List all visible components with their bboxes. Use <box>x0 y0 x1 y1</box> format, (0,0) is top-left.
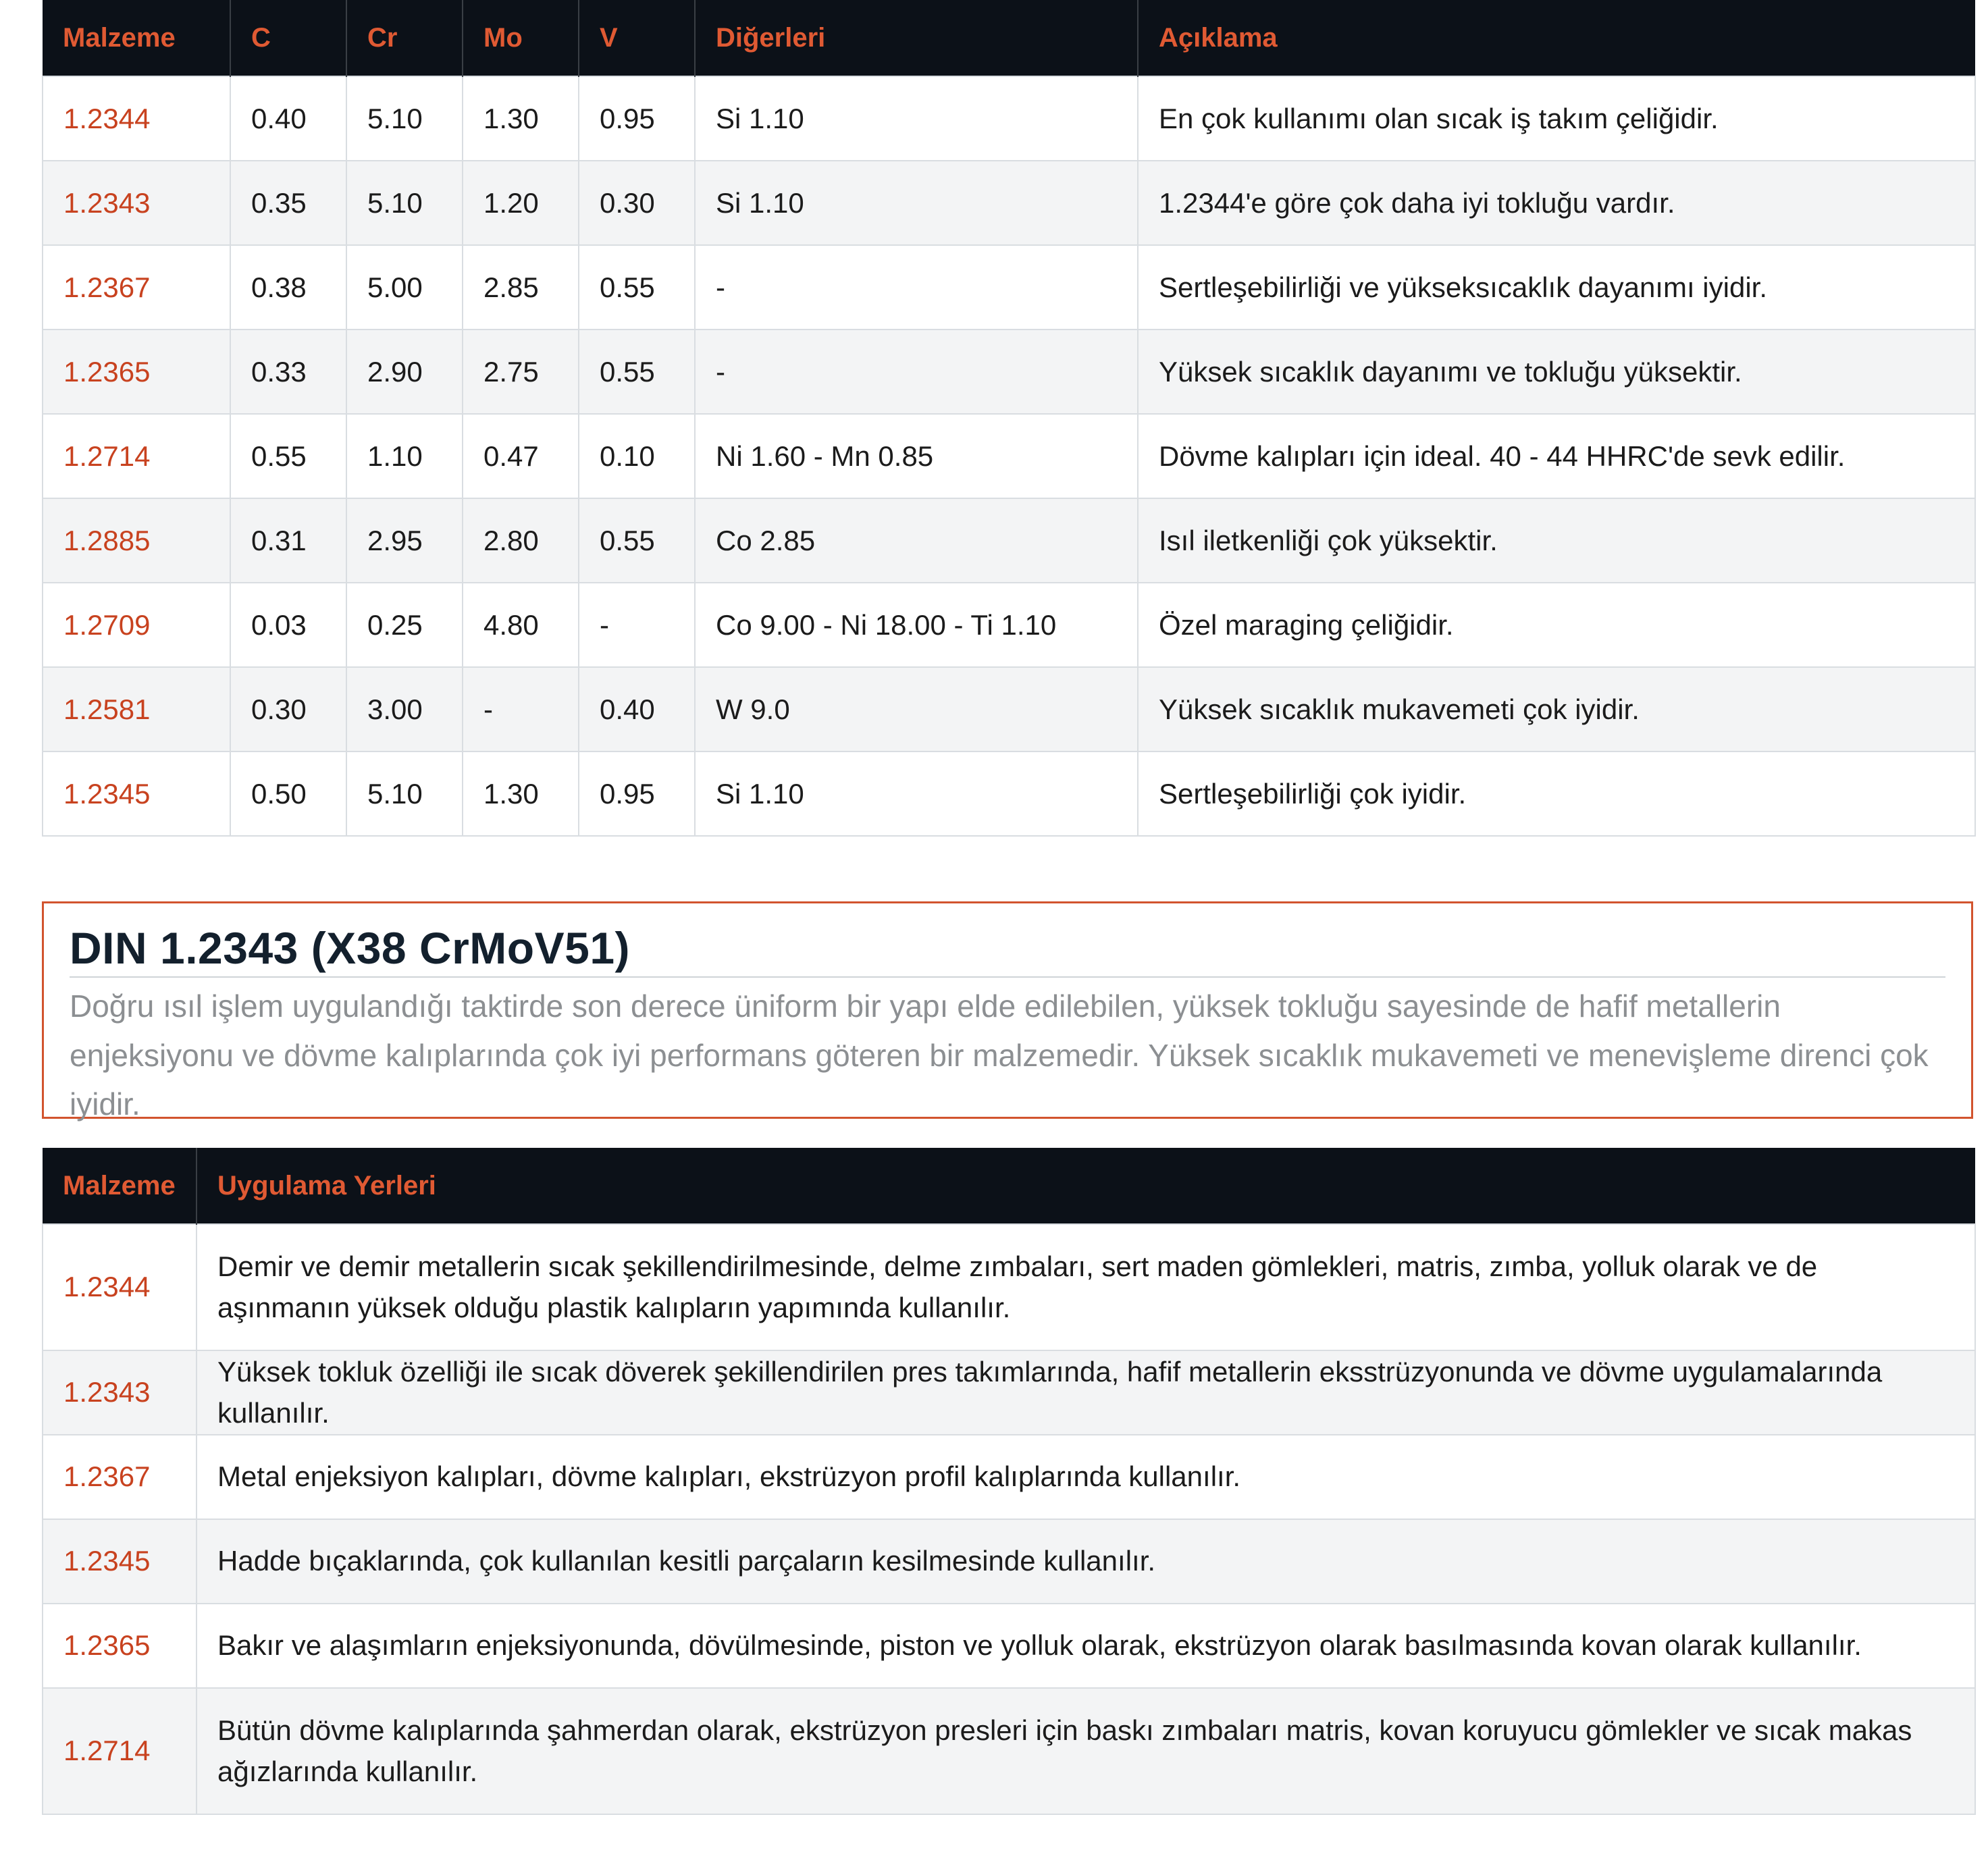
material-code: 1.2343 <box>43 1350 197 1435</box>
table-row <box>43 1350 1975 1435</box>
other-elements: W 9.0 <box>695 667 1138 751</box>
vanadium-value: 0.55 <box>579 245 695 329</box>
chromium-value: 5.10 <box>346 76 463 161</box>
chromium-value: 5.10 <box>346 751 463 836</box>
other-elements: Ni 1.60 - Mn 0.85 <box>695 414 1138 498</box>
description: Sertleşebilirliği çok iyidir. <box>1138 751 1975 836</box>
table-row <box>43 245 1975 329</box>
other-elements: Si 1.10 <box>695 161 1138 245</box>
carbon-value: 0.35 <box>230 161 346 245</box>
molybdenum-value: 2.85 <box>463 245 579 329</box>
material-code: 1.2344 <box>43 76 230 161</box>
application-header-row <box>43 1148 1975 1224</box>
table-row <box>43 667 1975 751</box>
description: Özel maraging çeliğidir. <box>1138 583 1975 667</box>
application-description: Metal enjeksiyon kalıpları, dövme kalıpları, ekstrüzyon profil kalıplarında kullanılır. <box>197 1435 1975 1519</box>
col-header-cr: Cr <box>346 0 463 76</box>
application-description: Demir ve demir metallerin sıcak şekillendirilmesinde, delme zımbaları, sert maden gömlekleri, matris, zımba, yolluk olarak ve de aşınmanın yüksek olduğu plastik kalıpların yapımında kullanılır. <box>197 1224 1975 1350</box>
molybdenum-value: 1.30 <box>463 76 579 161</box>
chromium-value: 5.10 <box>346 161 463 245</box>
carbon-value: 0.38 <box>230 245 346 329</box>
material-code: 1.2365 <box>43 1604 197 1688</box>
carbon-value: 0.50 <box>230 751 346 836</box>
molybdenum-value: 0.47 <box>463 414 579 498</box>
description: Yüksek sıcaklık dayanımı ve tokluğu yüksektir. <box>1138 329 1975 414</box>
molybdenum-value: 2.80 <box>463 498 579 583</box>
col-header-uygulama-yerleri: Uygulama Yerleri <box>197 1148 1975 1224</box>
info-box-text: Doğru ısıl işlem uygulandığı taktirde son derece üniform bir yapı elde edilebilen, yüksek tokluğu sayesinde de hafif metallerin enjeksiyonu ve dövme kalıplarında çok iyi performans göteren bir malzemedir. Yüksek sıcaklık mukavemeti ve menevişleme direnci çok iyidir. <box>70 988 1929 1122</box>
chromium-value: 3.00 <box>346 667 463 751</box>
material-code: 1.2344 <box>43 1224 197 1350</box>
material-code: 1.2714 <box>43 1688 197 1814</box>
carbon-value: 0.33 <box>230 329 346 414</box>
composition-header-row <box>43 0 1975 76</box>
other-elements: Co 2.85 <box>695 498 1138 583</box>
table-row <box>43 161 1975 245</box>
other-elements: Si 1.10 <box>695 76 1138 161</box>
application-table <box>42 1148 1976 1815</box>
application-description: Bütün dövme kalıplarında şahmerdan olarak, ekstrüzyon presleri için baskı zımbaları matris, kovan koruyucu gömlekler ve sıcak makas ağızlarında kullanılır. <box>197 1688 1975 1814</box>
description: Sertleşebilirliği ve yükseksıcaklık dayanımı iyidir. <box>1138 245 1975 329</box>
col-header-digerleri: Diğerleri <box>695 0 1138 76</box>
composition-table <box>42 0 1976 837</box>
material-code: 1.2345 <box>43 751 230 836</box>
table-row <box>43 1688 1975 1814</box>
molybdenum-value: 1.30 <box>463 751 579 836</box>
col-header-malzeme: Malzeme <box>43 1148 197 1224</box>
other-elements: Si 1.10 <box>695 751 1138 836</box>
info-box-title: DIN 1.2343 (X38 CrMoV51) <box>70 922 1945 978</box>
table-row <box>43 1435 1975 1519</box>
table-row <box>43 329 1975 414</box>
chromium-value: 1.10 <box>346 414 463 498</box>
material-code: 1.2709 <box>43 583 230 667</box>
material-code: 1.2365 <box>43 329 230 414</box>
application-description: Bakır ve alaşımların enjeksiyonunda, dövülmesinde, piston ve yolluk olarak, ekstrüzyon olarak basılmasında kovan olarak kullanılır. <box>197 1604 1975 1688</box>
carbon-value: 0.03 <box>230 583 346 667</box>
carbon-value: 0.55 <box>230 414 346 498</box>
col-header-c: C <box>230 0 346 76</box>
molybdenum-value: 4.80 <box>463 583 579 667</box>
vanadium-value: 0.55 <box>579 498 695 583</box>
material-code: 1.2581 <box>43 667 230 751</box>
material-code: 1.2885 <box>43 498 230 583</box>
vanadium-value: 0.40 <box>579 667 695 751</box>
other-elements: Co 9.00 - Ni 18.00 - Ti 1.10 <box>695 583 1138 667</box>
carbon-value: 0.31 <box>230 498 346 583</box>
table-row <box>43 1224 1975 1350</box>
vanadium-value: 0.95 <box>579 751 695 836</box>
table-row <box>43 1604 1975 1688</box>
material-code: 1.2345 <box>43 1519 197 1604</box>
col-header-aciklama: Açıklama <box>1138 0 1975 76</box>
description: En çok kullanımı olan sıcak iş takım çeliğidir. <box>1138 76 1975 161</box>
other-elements: - <box>695 329 1138 414</box>
vanadium-value: 0.10 <box>579 414 695 498</box>
vanadium-value: - <box>579 583 695 667</box>
chromium-value: 2.95 <box>346 498 463 583</box>
material-code: 1.2367 <box>43 245 230 329</box>
table-row <box>43 76 1975 161</box>
chromium-value: 2.90 <box>346 329 463 414</box>
molybdenum-value: - <box>463 667 579 751</box>
table-row <box>43 414 1975 498</box>
description: Dövme kalıpları için ideal. 40 - 44 HHRC'de sevk edilir. <box>1138 414 1975 498</box>
vanadium-value: 0.95 <box>579 76 695 161</box>
material-code: 1.2714 <box>43 414 230 498</box>
material-code: 1.2343 <box>43 161 230 245</box>
table-row <box>43 498 1975 583</box>
col-header-mo: Mo <box>463 0 579 76</box>
col-header-malzeme: Malzeme <box>43 0 230 76</box>
description: 1.2344'e göre çok daha iyi tokluğu vardır. <box>1138 161 1975 245</box>
table-row <box>43 583 1975 667</box>
material-code: 1.2367 <box>43 1435 197 1519</box>
info-box <box>42 901 1973 1122</box>
molybdenum-value: 1.20 <box>463 161 579 245</box>
carbon-value: 0.30 <box>230 667 346 751</box>
chromium-value: 5.00 <box>346 245 463 329</box>
description: Isıl iletkenliği çok yüksektir. <box>1138 498 1975 583</box>
other-elements: - <box>695 245 1138 329</box>
chromium-value: 0.25 <box>346 583 463 667</box>
table-row <box>43 751 1975 836</box>
description: Yüksek sıcaklık mukavemeti çok iyidir. <box>1138 667 1975 751</box>
application-description: Hadde bıçaklarında, çok kullanılan kesitli parçaların kesilmesinde kullanılır. <box>197 1519 1975 1604</box>
carbon-value: 0.40 <box>230 76 346 161</box>
col-header-v: V <box>579 0 695 76</box>
vanadium-value: 0.55 <box>579 329 695 414</box>
application-description: Yüksek tokluk özelliği ile sıcak döverek şekillendirilen pres takımlarında, hafif metallerin eksstrüzyonunda ve dövme uygulamalarında kullanılır. <box>197 1350 1975 1435</box>
table-row <box>43 1519 1975 1604</box>
molybdenum-value: 2.75 <box>463 329 579 414</box>
vanadium-value: 0.30 <box>579 161 695 245</box>
